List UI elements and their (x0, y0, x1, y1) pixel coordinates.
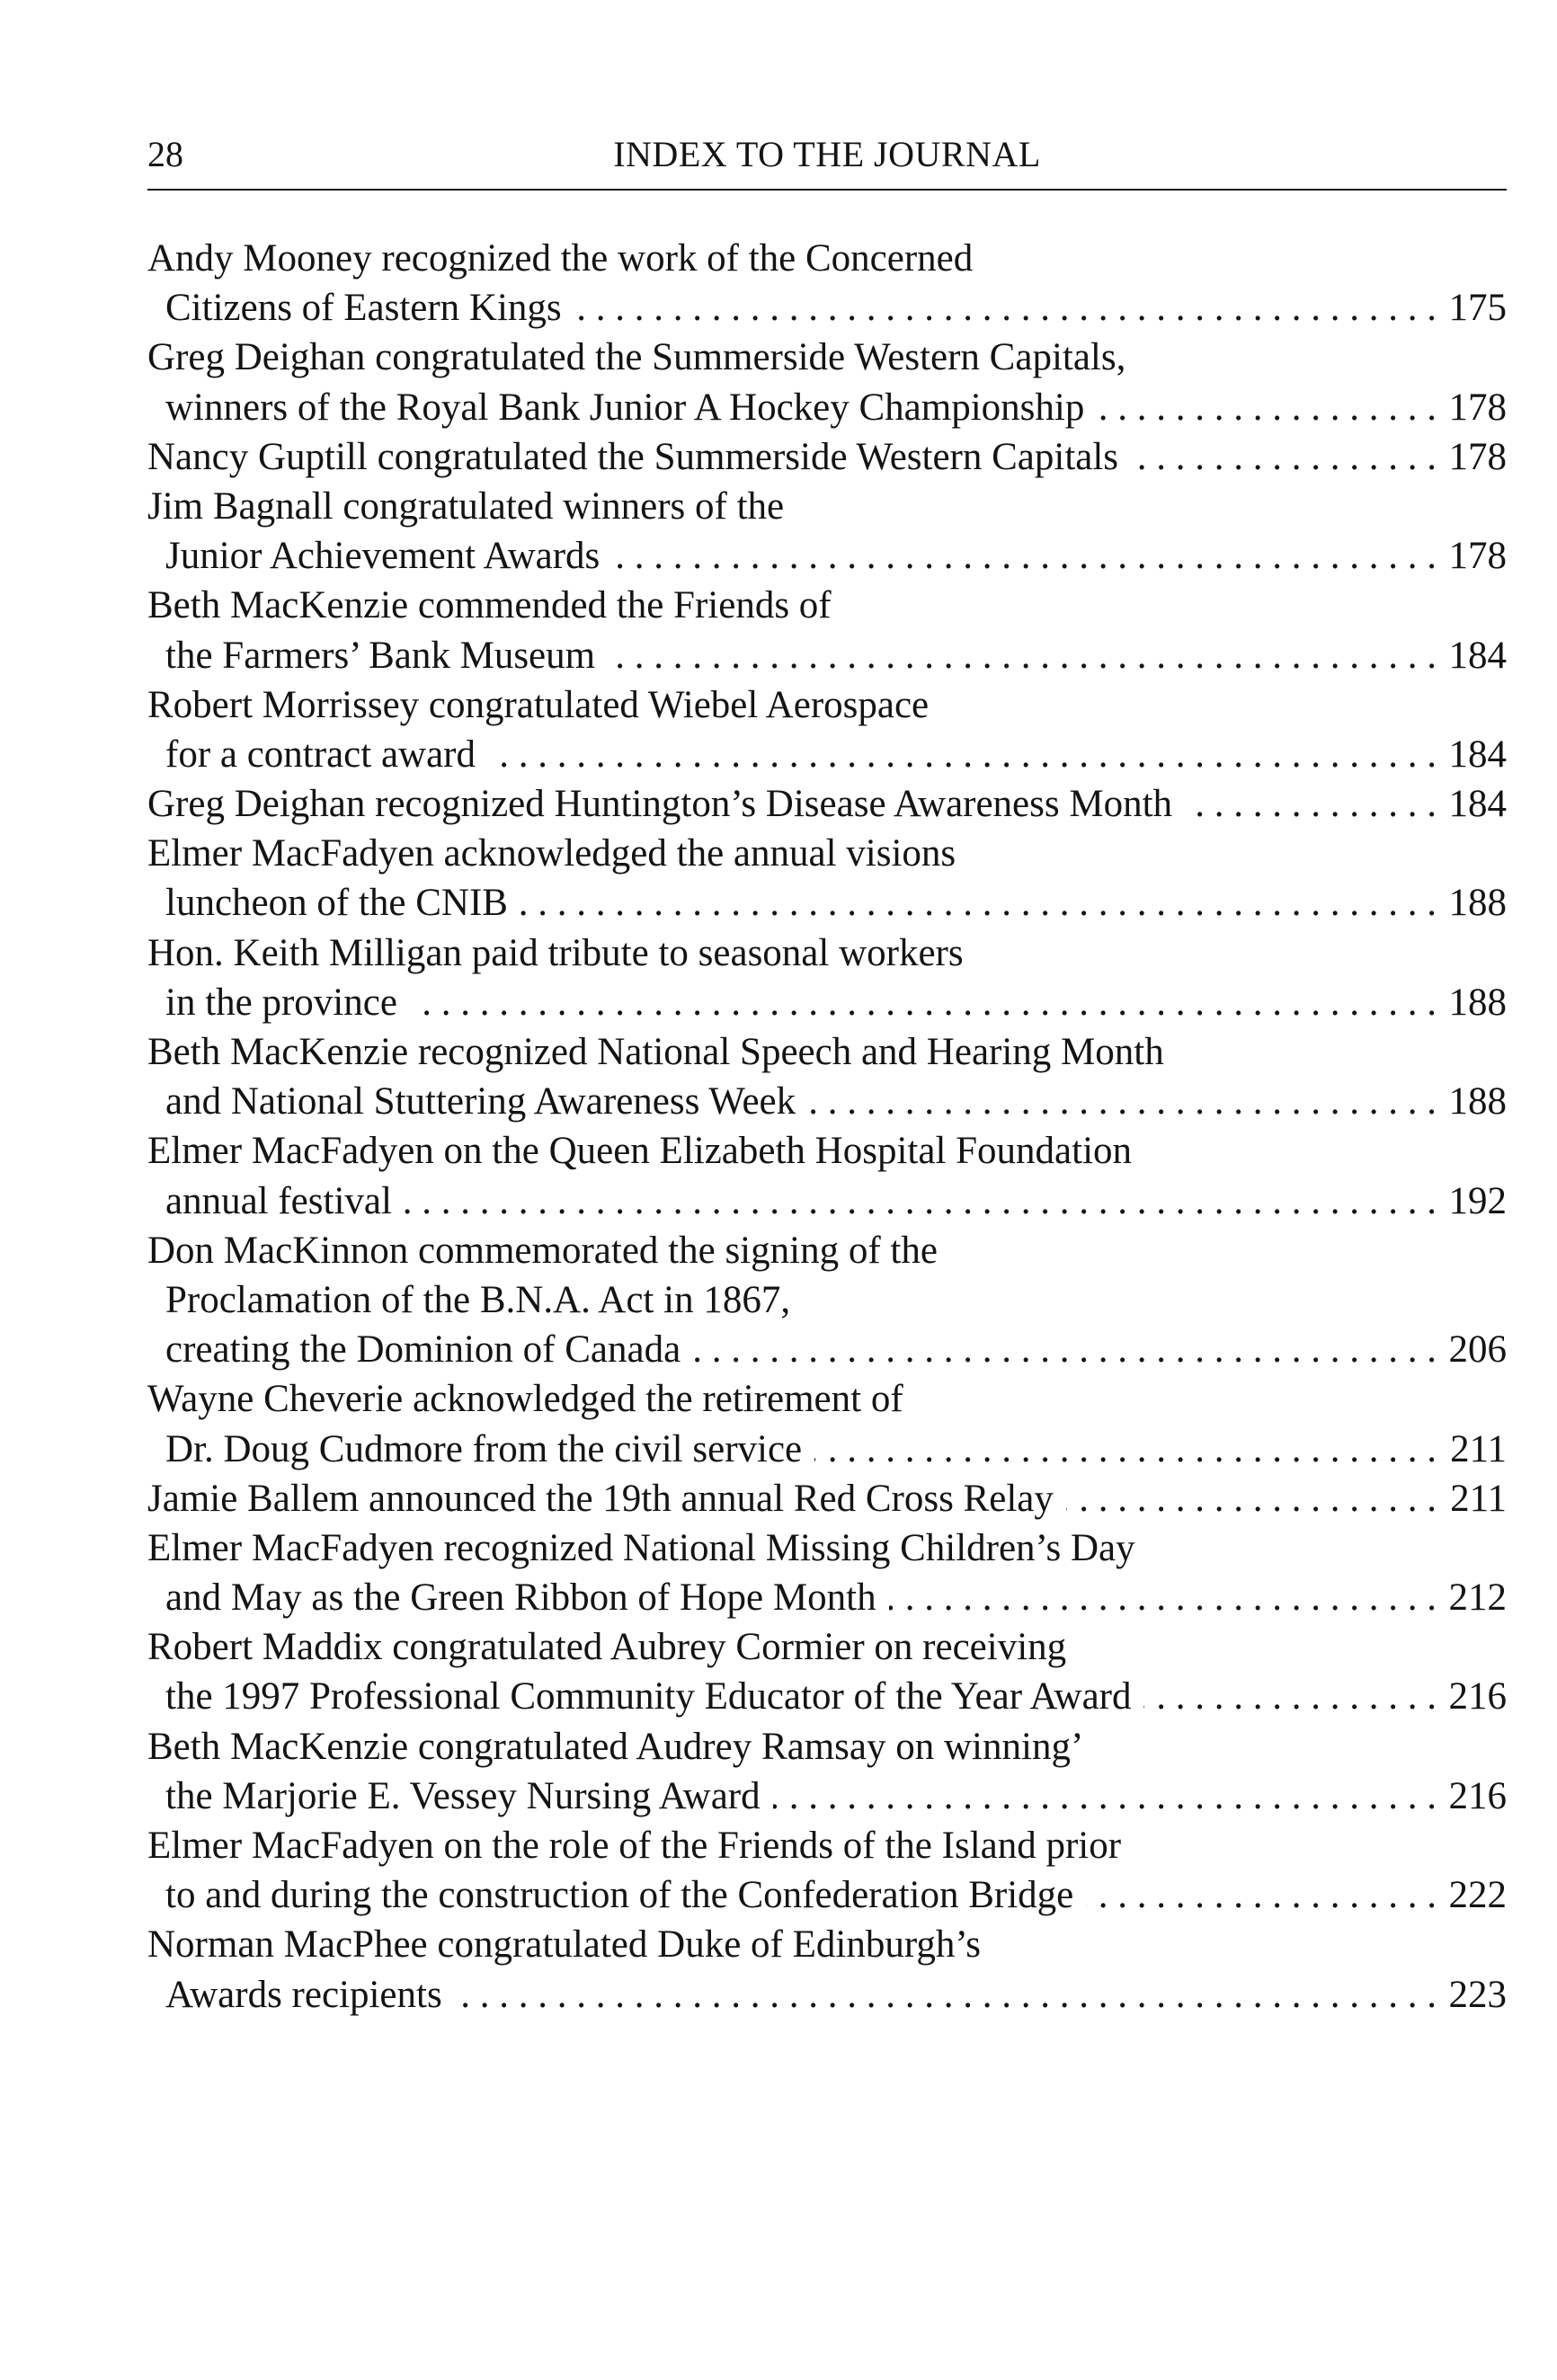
page-reference: 211 (1450, 1427, 1507, 1470)
dot-leader (808, 1077, 1437, 1126)
entry-line: Beth MacKenzie commended the Friends of (147, 584, 832, 627)
entry-line: Greg Deighan congratulated the Summerside Western Capitals, (147, 336, 1126, 379)
entry-text: the Marjorie E. Vessey Nursing Award (165, 1774, 761, 1817)
index-entry (147, 680, 1507, 779)
entry-text: the Farmers’ Bank Museum (165, 634, 596, 677)
entry-line (147, 383, 1507, 432)
index-entry (147, 1523, 1507, 1622)
dot-leader (1143, 1672, 1437, 1721)
page-reference: 184 (1448, 733, 1507, 776)
entry-line (147, 1772, 1507, 1821)
index-entry (147, 1722, 1507, 1821)
entry-text: the 1997 Professional Community Educator of the Year Award (165, 1675, 1132, 1718)
entry-line (147, 1425, 1507, 1474)
entry-text: creating the Dominion of Canada (165, 1328, 681, 1372)
page-header (147, 128, 1507, 182)
entry-line: Robert Morrissey congratulated Wiebel Aerospace (147, 683, 930, 726)
page-reference: 222 (1448, 1874, 1507, 1917)
entry-line (147, 779, 1507, 829)
index-entry (147, 234, 1507, 333)
dot-leader (405, 1177, 1437, 1226)
entry-text: Awards recipients (165, 1973, 442, 2016)
page-reference: 184 (1448, 783, 1507, 826)
dot-leader (814, 1425, 1437, 1474)
entry-text: winners of the Royal Bank Junior A Hockey Championship (165, 386, 1085, 429)
entry-line (147, 531, 1507, 581)
index-entry (147, 432, 1507, 482)
dot-leader (410, 978, 1437, 1027)
index-entry (147, 1821, 1507, 1920)
entry-line: Elmer MacFadyen acknowledged the annual visions (147, 832, 956, 875)
entry-line: Norman MacPhee congratulated Duke of Edinburgh’s (147, 1923, 982, 1967)
entry-text: Junior Achievement Awards (165, 535, 601, 578)
index-entry (147, 333, 1507, 431)
dot-leader (455, 1970, 1437, 2020)
dot-leader (889, 1573, 1437, 1622)
index-entry (147, 928, 1507, 1027)
index-entry (147, 779, 1507, 829)
running-title: INDEX TO THE JOURNAL (613, 134, 1041, 174)
entry-line: Proclamation of the B.N.A. Act in 1867, (165, 1278, 791, 1321)
entry-text: luncheon of the CNIB (165, 882, 508, 925)
dot-leader (574, 283, 1437, 333)
entry-text: Greg Deighan recognized Huntington’s Disease Awareness Month (147, 783, 1173, 826)
header-rule (147, 189, 1507, 191)
dot-leader (1131, 432, 1437, 482)
dot-leader (612, 531, 1437, 581)
index-entries (147, 234, 1507, 2020)
entry-line: Jim Bagnall congratulated winners of the (147, 484, 785, 528)
entry-text: annual festival (165, 1179, 392, 1222)
entry-line (147, 1870, 1507, 1920)
entry-line (147, 1474, 1507, 1523)
entry-line (147, 878, 1507, 928)
entry-line: Elmer MacFadyen on the role of the Friends of the Island prior (147, 1825, 1122, 1867)
page-reference: 211 (1450, 1477, 1507, 1520)
entry-line (147, 631, 1507, 680)
index-entry (147, 1920, 1507, 2019)
dot-leader (1097, 383, 1437, 432)
entry-line (147, 1970, 1507, 2020)
dot-leader (693, 1325, 1437, 1374)
entry-line: Andy Mooney recognized the work of the Concerned (147, 237, 974, 280)
dot-leader (773, 1772, 1437, 1821)
index-entry (147, 1126, 1507, 1225)
entry-line (147, 1672, 1507, 1721)
entry-line (147, 1573, 1507, 1622)
entry-text: Jamie Ballem announced the 19th annual Red Cross Relay (147, 1477, 1054, 1520)
entry-line (147, 432, 1507, 482)
entry-line: Beth MacKenzie recognized National Speech and Hearing Month (147, 1031, 1164, 1073)
entry-text: for a contract award (165, 733, 476, 776)
entry-text: to and during the construction of the Confederation Bridge (165, 1874, 1074, 1917)
page-reference: 175 (1448, 287, 1507, 330)
page-reference: 223 (1448, 1973, 1507, 2016)
index-entry (147, 482, 1507, 581)
entry-line (147, 730, 1507, 779)
entry-line (147, 978, 1507, 1027)
entry-line: Don MacKinnon commemorated the signing of the (147, 1229, 938, 1272)
page-reference: 188 (1448, 882, 1507, 925)
index-entry (147, 1474, 1507, 1523)
entry-line (147, 283, 1507, 333)
page-reference: 216 (1448, 1675, 1507, 1718)
index-entry (147, 1027, 1507, 1126)
entry-text: in the province (165, 981, 397, 1024)
page-reference: 188 (1448, 1080, 1507, 1123)
dot-leader (1185, 779, 1437, 829)
entry-text: and National Stuttering Awareness Week (165, 1080, 796, 1123)
page-reference: 184 (1448, 634, 1507, 677)
entry-line: Elmer MacFadyen on the Queen Elizabeth Hospital Foundation (147, 1130, 1133, 1173)
index-entry (147, 829, 1507, 928)
index-entry (147, 1622, 1507, 1721)
dot-leader (520, 878, 1437, 928)
page-reference: 188 (1448, 981, 1507, 1024)
entry-line: Wayne Cheverie acknowledged the retirement of (147, 1378, 903, 1421)
page-number: 28 (147, 134, 183, 174)
page-reference: 192 (1448, 1179, 1507, 1222)
dot-leader (488, 730, 1437, 779)
entry-line: Beth MacKenzie congratulated Audrey Ramsay on winning’ (147, 1725, 1084, 1768)
page-reference: 216 (1448, 1774, 1507, 1817)
index-entry (147, 1374, 1507, 1473)
entry-line: Hon. Keith Milligan paid tribute to seasonal workers (147, 931, 964, 974)
dot-leader (1086, 1870, 1437, 1920)
entry-line: Elmer MacFadyen recognized National Missing Children’s Day (147, 1526, 1135, 1569)
entry-line (147, 1077, 1507, 1126)
dot-leader (1066, 1474, 1437, 1523)
entry-line (147, 1177, 1507, 1226)
page-reference: 178 (1448, 535, 1507, 578)
entry-text: Nancy Guptill congratulated the Summerside Western Capitals (147, 435, 1119, 478)
page-reference: 212 (1448, 1576, 1507, 1620)
page-reference: 206 (1448, 1328, 1507, 1372)
entry-text: Dr. Doug Cudmore from the civil service (165, 1427, 803, 1470)
page-reference: 178 (1448, 386, 1507, 429)
entry-text: and May as the Green Ribbon of Hope Month (165, 1576, 876, 1620)
index-entry (147, 581, 1507, 679)
dot-leader (608, 631, 1437, 680)
entry-line: Robert Maddix congratulated Aubrey Cormier on receiving (147, 1626, 1067, 1669)
page-reference: 178 (1448, 435, 1507, 478)
index-entry (147, 1226, 1507, 1375)
entry-text: Citizens of Eastern Kings (165, 287, 562, 330)
entry-line (147, 1325, 1507, 1374)
